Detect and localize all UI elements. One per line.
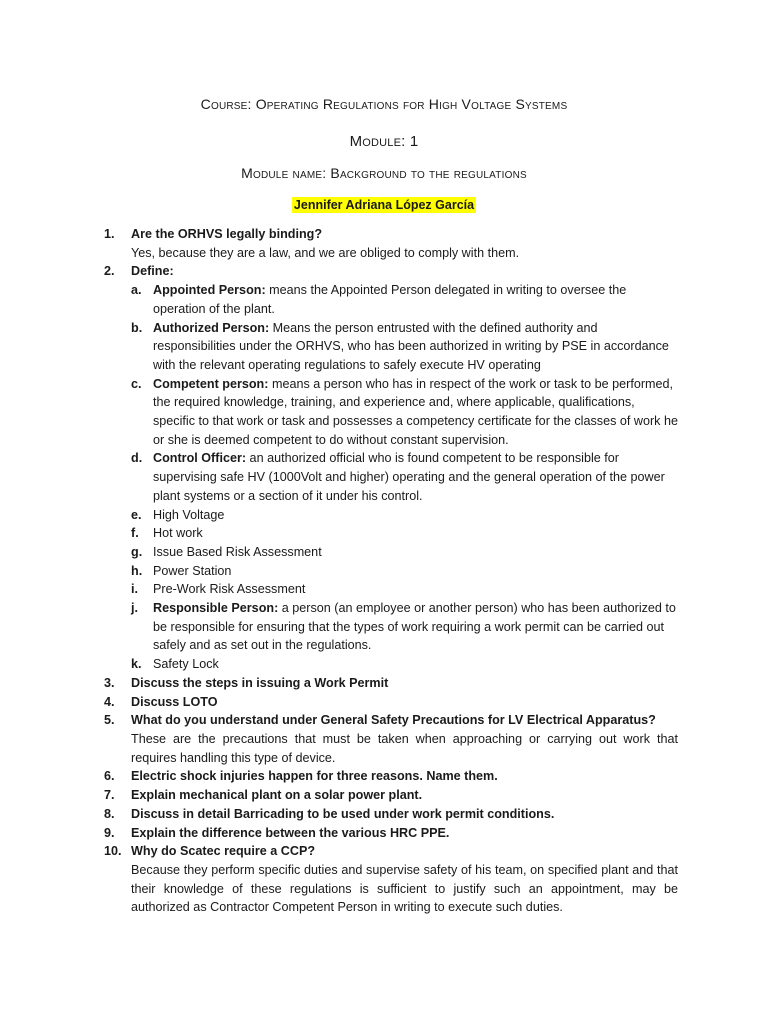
question-number: 6. — [104, 769, 115, 784]
question-list — [0, 225, 768, 917]
definition-term: Responsible Person: — [153, 601, 279, 616]
definition-item — [0, 580, 768, 599]
answer-text: Yes, because they are a law, and we are obliged to comply with them. — [131, 245, 520, 260]
question-text: Are the ORHVS legally binding? — [131, 227, 323, 241]
question-number: 2. — [104, 264, 115, 279]
question-number: 8. — [104, 806, 115, 821]
question-number: 9. — [104, 825, 115, 840]
definition-text: High Voltage — [153, 507, 225, 522]
question-item — [0, 786, 768, 805]
question-item — [0, 693, 768, 712]
definition-letter: h. — [131, 563, 143, 578]
question-text: Discuss in detail Barricading to be used under work permit conditions. — [131, 806, 555, 821]
definition-letter: k. — [131, 657, 142, 672]
definition-letter: i. — [131, 582, 138, 597]
definition-letter: b. — [131, 320, 143, 335]
definition-term: Competent person: — [153, 376, 269, 391]
definition-item — [0, 655, 768, 674]
definition-text: an authorized official who is found competent to be responsible for supervising safe HV (1000Volt and higher) operating and the general operation of the power plant systems or a section of it under his control. — [153, 451, 665, 503]
question-item — [0, 824, 768, 843]
definition-text: Issue Based Risk Assessment — [153, 544, 322, 559]
question-number: 10. — [104, 844, 122, 859]
module-number: Module: 1 — [349, 133, 419, 150]
definition-text: Hot work — [153, 526, 203, 541]
question-item — [0, 805, 768, 824]
definition-text: means a person who has in respect of the work or task to be performed, the required knowledge, training, and experience and, where applicable, qualifications, specific to that work or task and possesses a competency certificate for the classes of work he or she is deemed competent to do without constant supervision. — [153, 376, 678, 447]
question-text: Define: — [131, 264, 174, 279]
question-text: What do you understand under General Safety Precautions for LV Electrical Apparatus? — [131, 713, 656, 728]
definition-item — [0, 506, 768, 525]
definition-item — [0, 449, 768, 505]
definition-text: a person (an employee or another person) who has been authorized to be responsible for ensuring that the types of work requiring a work permit can be carried out safely and as set out in the regulations. — [153, 601, 676, 653]
question-number: 1. — [104, 227, 115, 241]
question-item — [0, 711, 768, 730]
definition-text: Safety Lock — [153, 657, 219, 672]
question-number: 7. — [104, 788, 115, 803]
question-text: Explain mechanical plant on a solar power plant. — [131, 788, 423, 803]
question-text: Why do Scatec require a CCP? — [131, 844, 316, 859]
definition-term: Control Officer: — [153, 451, 247, 466]
definition-item — [0, 599, 768, 655]
definition-item — [0, 319, 768, 375]
question-item — [0, 225, 768, 244]
definition-letter: j. — [131, 601, 138, 616]
module-name: Module name: Background to the regulations — [241, 165, 527, 181]
definition-item — [0, 543, 768, 562]
author-line — [0, 196, 768, 214]
question-text: Discuss the steps in issuing a Work Permit — [131, 675, 389, 690]
question-item — [0, 674, 768, 693]
question-item — [0, 842, 768, 861]
question-text: Explain the difference between the various HRC PPE. — [131, 825, 450, 840]
definition-letter: d. — [131, 451, 143, 466]
definition-term: Appointed Person: — [153, 283, 266, 298]
question-number: 3. — [104, 675, 115, 690]
question-item — [0, 262, 768, 281]
definition-text: Power Station — [153, 563, 232, 578]
author-name-highlighted: Jennifer Adriana López García — [293, 198, 475, 212]
question-number: 4. — [104, 694, 115, 709]
course-title: Course: Operating Regulations for High Voltage Systems — [200, 96, 568, 112]
definition-text: Pre-Work Risk Assessment — [153, 582, 306, 597]
definition-text: means the Appointed Person delegated in writing to oversee the operation of the plant. — [153, 283, 627, 316]
definition-item — [0, 524, 768, 543]
question-text: Electric shock injuries happen for three reasons. Name them. — [131, 769, 498, 784]
definition-text: Means the person entrusted with the defined authority and responsibilities under the ORHVS, who has been authorized in writing by PSE in accordance with the relevant operating regulations to safely execute HV operating — [153, 320, 669, 372]
question-text: Discuss LOTO — [131, 694, 218, 709]
definition-letter: f. — [131, 526, 139, 541]
definition-letter: c. — [131, 376, 142, 391]
definition-item — [0, 562, 768, 581]
definition-letter: a. — [131, 283, 142, 298]
definition-term: Authorized Person: — [153, 320, 270, 335]
definition-letter: g. — [131, 544, 143, 559]
question-number: 5. — [104, 713, 115, 728]
definition-letter: e. — [131, 507, 142, 522]
answer-text: Because they perform specific duties and supervise safety of his team, on specified plant and that their knowledge of these regulations is sufficient to justify such an appointment, may be authorized as Contractor Competent Person in writing to execute such duties. — [131, 862, 678, 915]
definition-item — [0, 281, 768, 318]
answer-text: These are the precautions that must be taken when approaching or carrying out work that requires handling this type of device. — [131, 731, 678, 765]
question-item — [0, 767, 768, 786]
definition-item — [0, 375, 768, 450]
